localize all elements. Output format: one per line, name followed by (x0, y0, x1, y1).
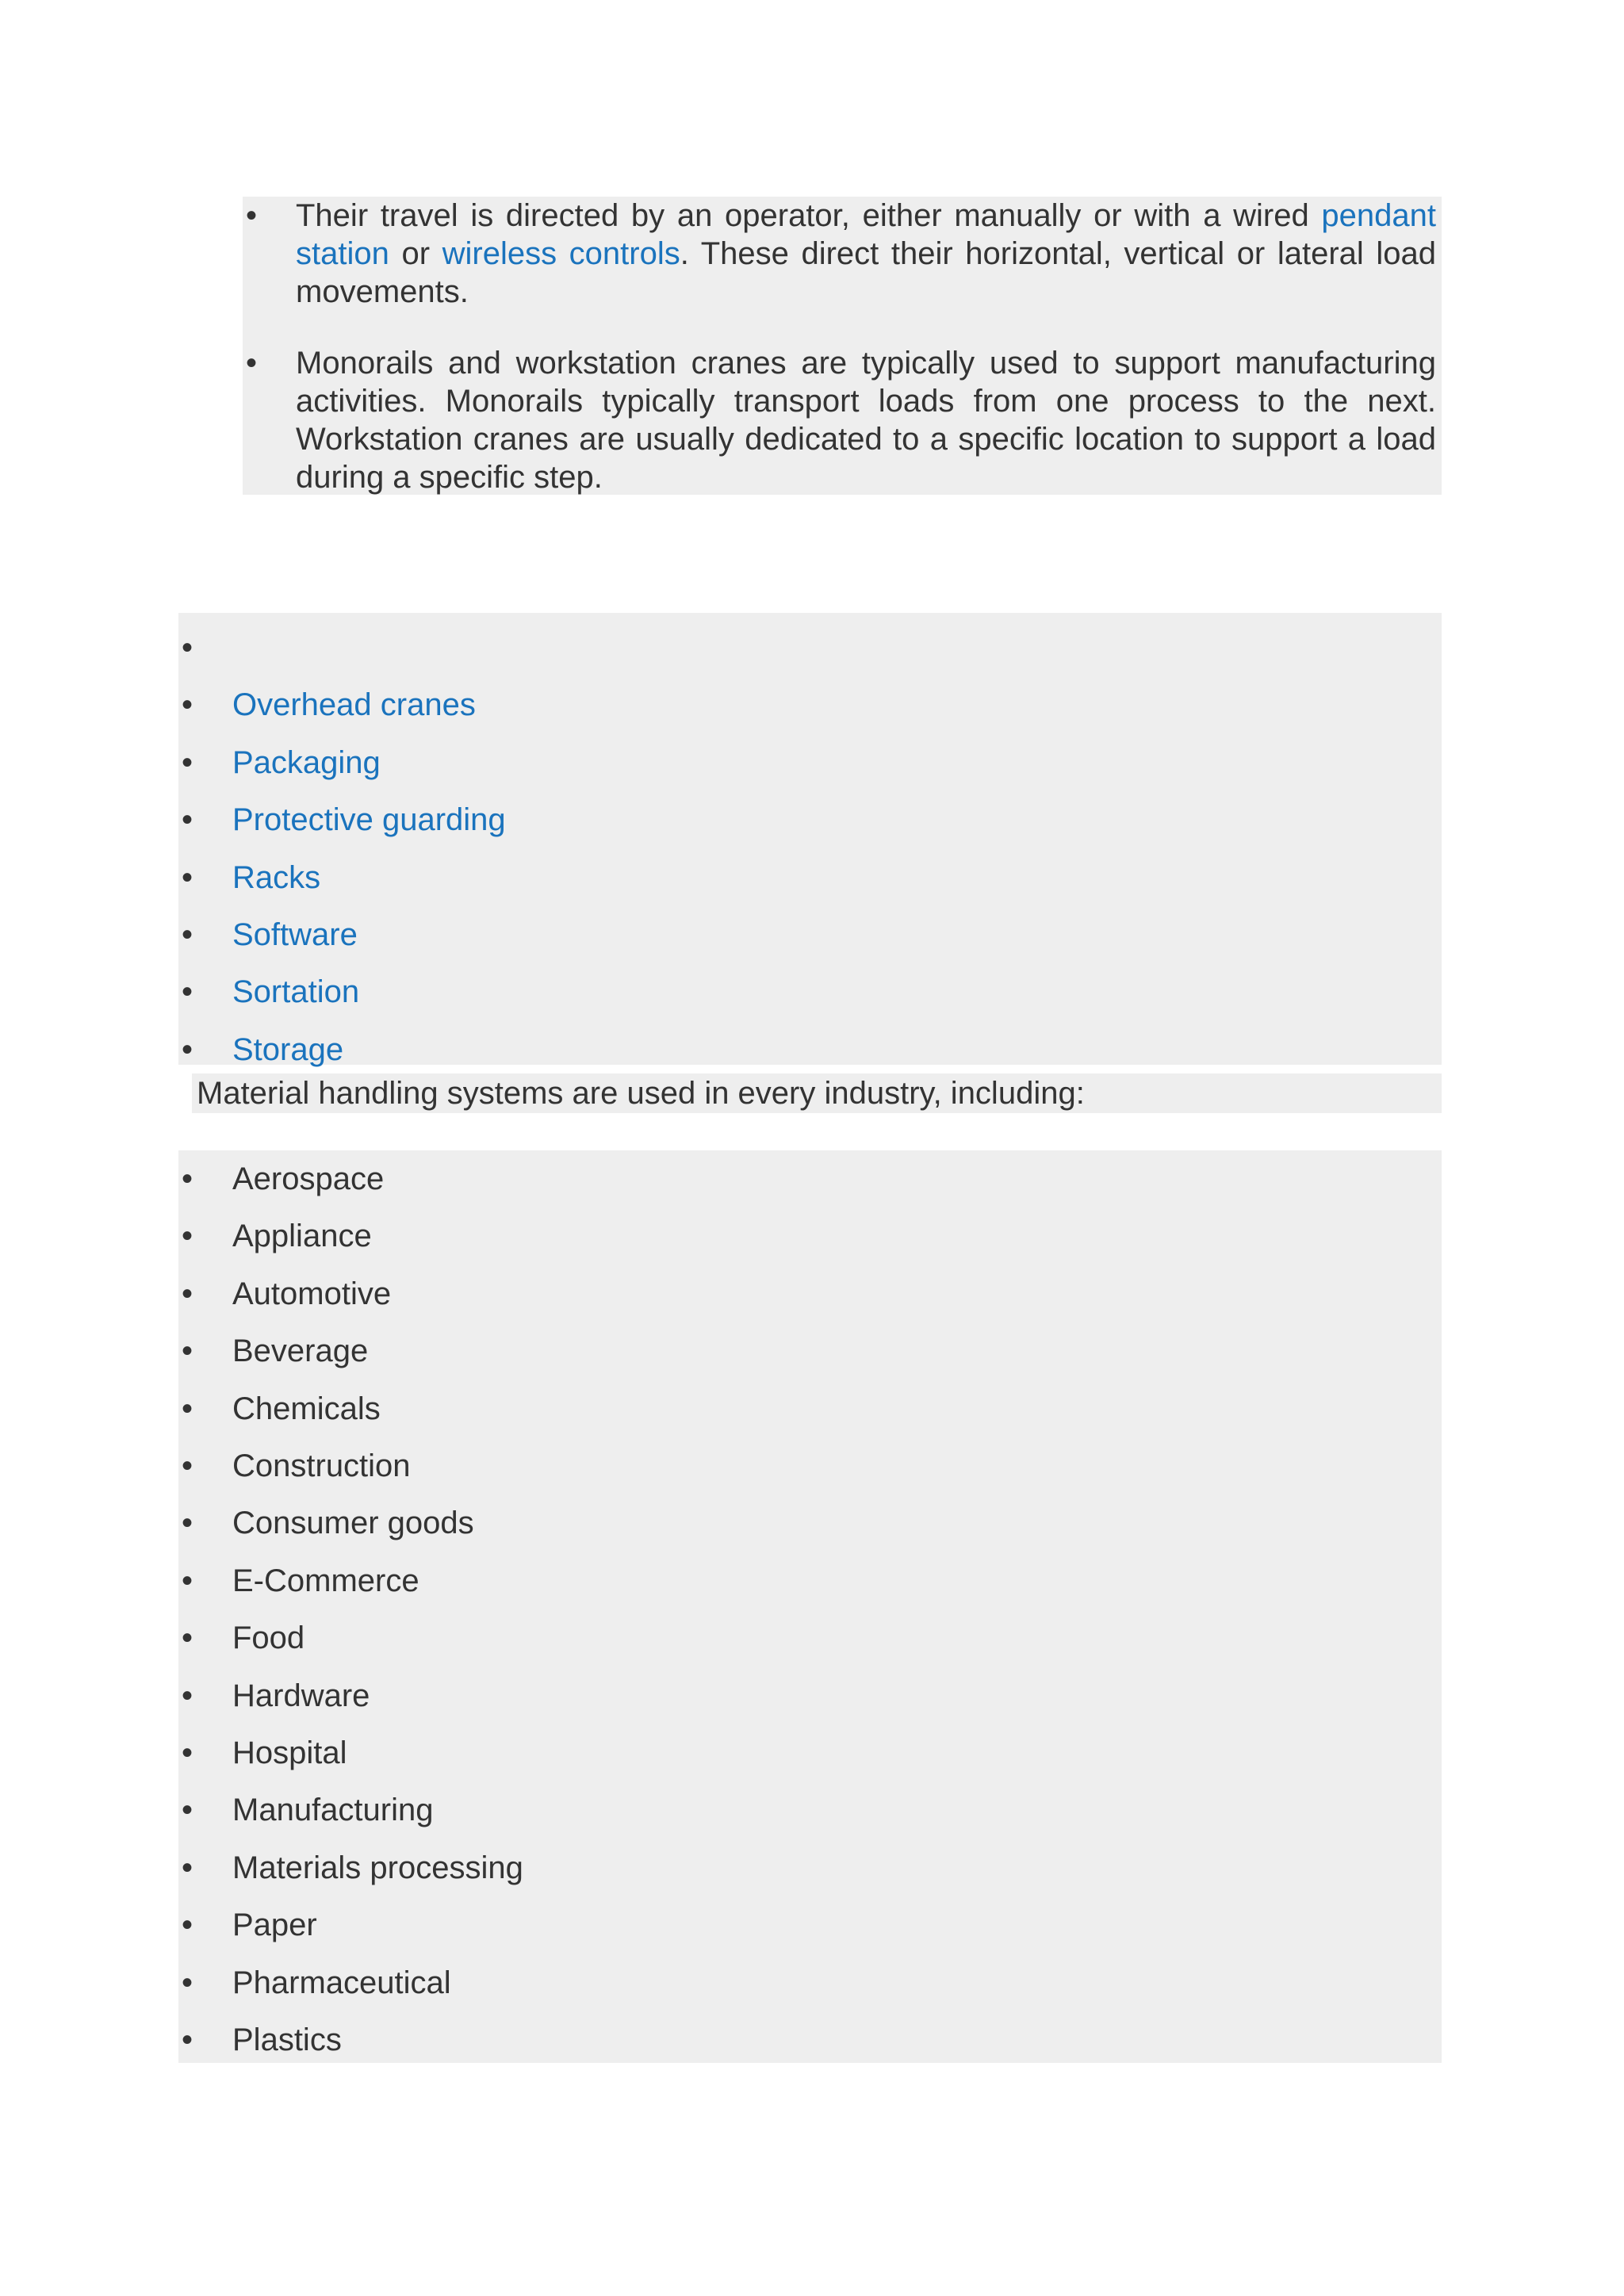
bullet-marker: • (182, 1031, 193, 1067)
bullet-marker: • (182, 1334, 193, 1369)
paragraph-text-segment: . These direct their horizontal, vertical or lateral load movements. (296, 236, 1436, 309)
paragraph-text: Monorails and workstation cranes are typically used to support manufacturing activities. Monorails typically transport loads from one process to the next. Workstation cranes are usually dedicated to a specific location to support a load during a specific step. (296, 346, 1436, 495)
product-links-list (178, 613, 1442, 1065)
bullet-marker: • (182, 1506, 193, 1541)
product-list-item (178, 676, 1442, 733)
bullet-marker: • (182, 1908, 193, 1943)
bullet-marker: • (182, 1793, 193, 1828)
product-list-item (178, 619, 1442, 676)
product-link[interactable]: Software (232, 917, 358, 952)
industry-list-item (178, 1667, 1442, 1724)
industry-label: Paper (232, 1908, 317, 1943)
product-list-item (178, 791, 1442, 848)
bullet-marker: • (182, 1965, 193, 2000)
bullet-marker: • (182, 1621, 193, 1656)
product-list-item (178, 906, 1442, 963)
bullet-marker: • (182, 630, 193, 665)
product-list-item (178, 849, 1442, 906)
bullet-marker: • (182, 974, 193, 1010)
industry-label: Manufacturing (232, 1793, 434, 1828)
bullet-marker: • (182, 1563, 193, 1598)
industries-intro-block (192, 1073, 1442, 1113)
bullet-marker: • (182, 1850, 193, 1885)
industry-list-item (178, 1552, 1442, 1609)
description-bullet-block (243, 197, 1442, 495)
industry-label: Hospital (232, 1735, 347, 1770)
industries-list (178, 1150, 1442, 2063)
industry-list-item (178, 1494, 1442, 1552)
industry-list-item (178, 1724, 1442, 1781)
product-list-item (178, 1021, 1442, 1078)
paragraph-text (296, 197, 1436, 311)
paragraph-text-segment: or (389, 236, 442, 271)
industry-label: Plastics (232, 2022, 342, 2057)
industry-list-item (178, 1609, 1442, 1667)
product-link[interactable]: Sortation (232, 974, 360, 1010)
industry-label: Beverage (232, 1334, 369, 1369)
industry-list-item (178, 1207, 1442, 1265)
bullet-marker: • (182, 917, 193, 952)
bullet-marker: • (246, 346, 258, 381)
bullet-marker: • (246, 198, 258, 233)
industries-intro-text: Material handling systems are used in every industry, including: (197, 1076, 1085, 1111)
industry-list-item (178, 1380, 1442, 1437)
bullet-marker: • (182, 1219, 193, 1254)
product-link[interactable]: Protective guarding (232, 802, 506, 838)
product-list-item (178, 963, 1442, 1020)
product-list-item (178, 734, 1442, 791)
industry-label: Automotive (232, 1276, 392, 1311)
industry-label: Food (232, 1621, 305, 1656)
bullet-marker: • (182, 687, 193, 723)
industry-label: E-Commerce (232, 1563, 419, 1598)
bullet-marker: • (182, 2022, 193, 2057)
paragraph-text-segment: Their travel is directed by an operator, either manually or with a wired (296, 198, 1322, 233)
industry-label: Aerospace (232, 1161, 385, 1196)
bullet-marker: • (182, 1276, 193, 1311)
product-link[interactable]: Overhead cranes (232, 687, 476, 723)
industry-list-item (178, 1437, 1442, 1494)
industry-list-item (178, 1839, 1442, 1896)
product-link[interactable]: Packaging (232, 744, 381, 780)
bullet-marker: • (182, 1735, 193, 1770)
industry-list-item (178, 1322, 1442, 1380)
industry-label: Materials processing (232, 1850, 523, 1885)
industry-list-item (178, 1896, 1442, 1954)
industry-label: Consumer goods (232, 1506, 474, 1541)
bullet-marker: • (182, 744, 193, 780)
product-link[interactable]: Storage (232, 1031, 344, 1067)
wireless-controls-link[interactable]: wireless controls (442, 236, 680, 271)
bullet-marker: • (182, 1391, 193, 1426)
bullet-marker: • (182, 1448, 193, 1483)
industry-list-item (178, 2011, 1442, 2068)
industry-list-item (178, 1265, 1442, 1322)
industry-label: Pharmaceutical (232, 1965, 451, 2000)
bullet-marker: • (182, 859, 193, 895)
bullet-marker: • (182, 1678, 193, 1713)
bullet-marker: • (182, 1161, 193, 1196)
industry-label: Appliance (232, 1219, 372, 1254)
industry-label: Hardware (232, 1678, 370, 1713)
industry-list-item (178, 1954, 1442, 2011)
industry-list-item (178, 1781, 1442, 1839)
pendant-station-link[interactable]: pendant station (296, 198, 1436, 271)
industry-label: Chemicals (232, 1391, 381, 1426)
industry-list-item (178, 1150, 1442, 1207)
product-link[interactable]: Racks (232, 859, 321, 895)
bullet-marker: • (182, 802, 193, 838)
industry-label: Construction (232, 1448, 411, 1483)
